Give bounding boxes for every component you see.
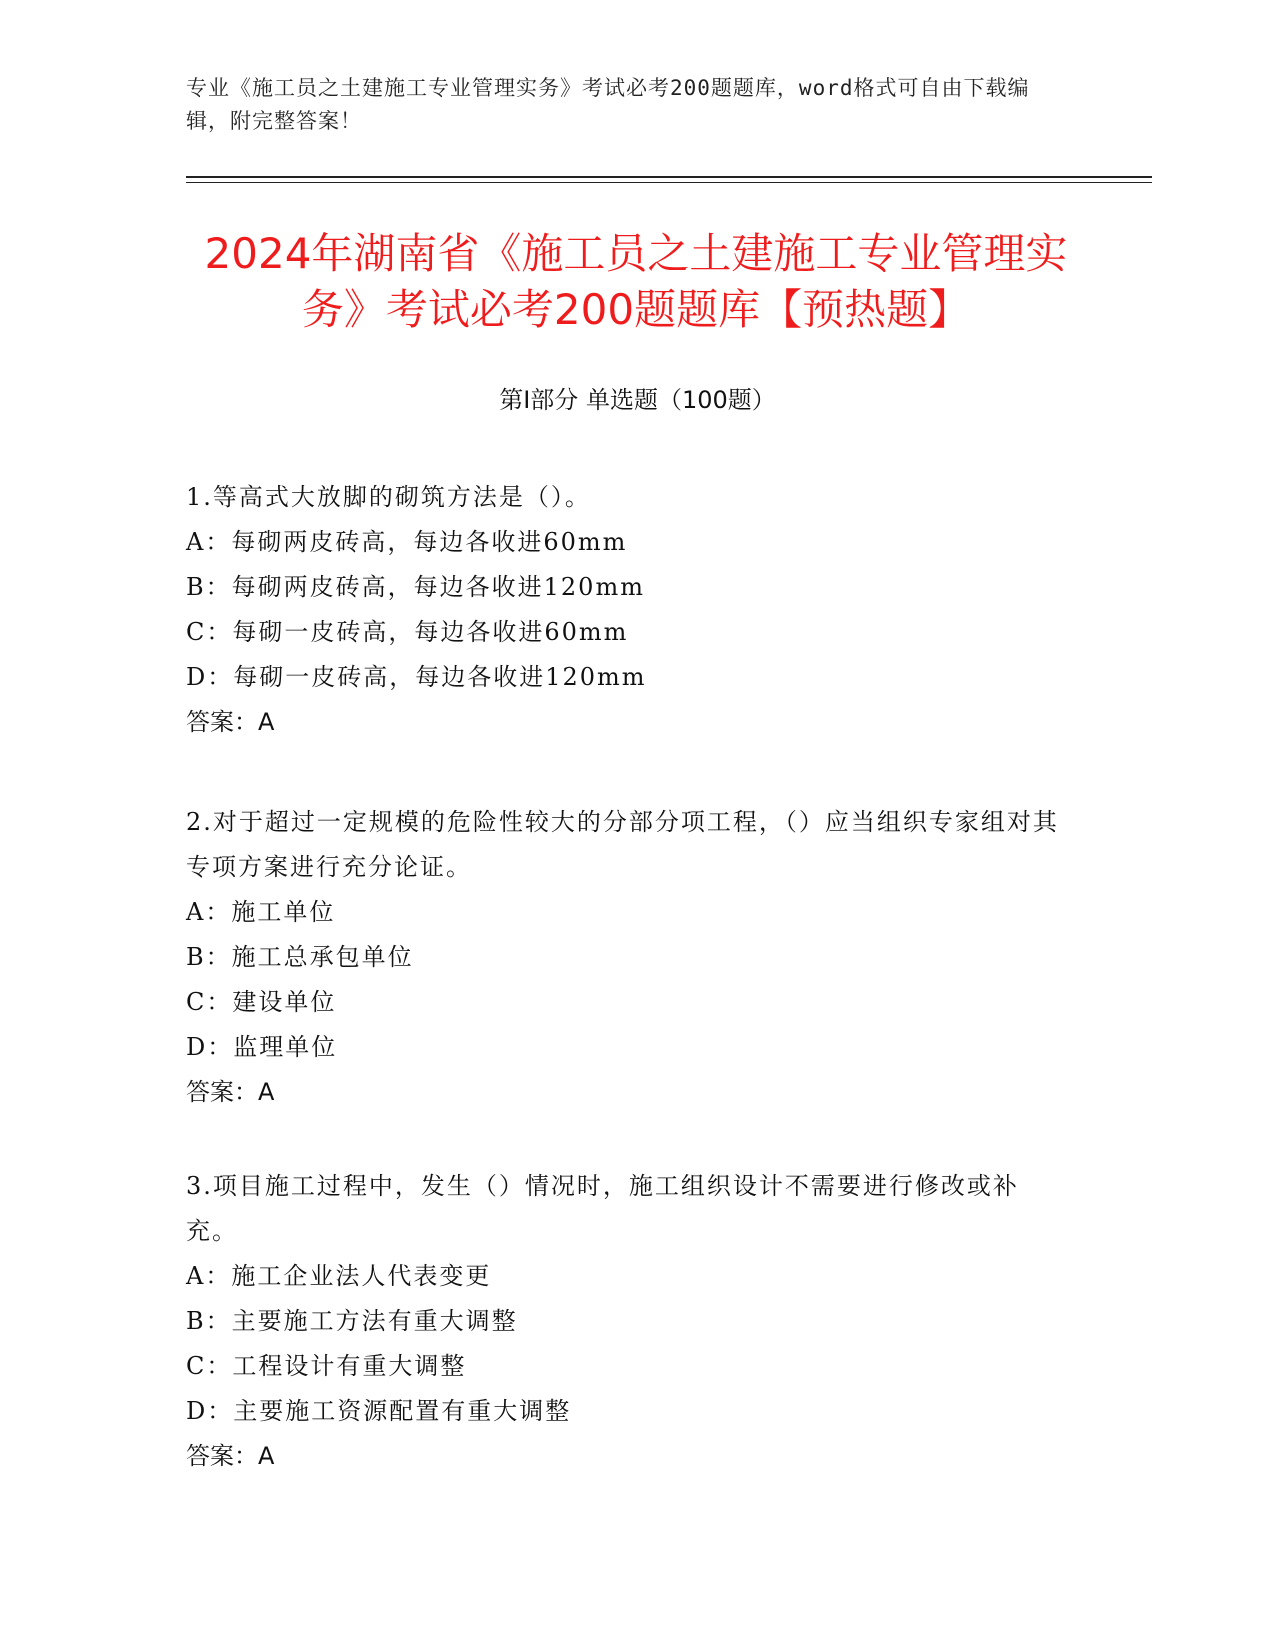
option-a: A：施工单位 [186, 898, 336, 926]
header-divider-thin [186, 182, 1152, 183]
section-heading: 第Ⅰ部分 单选题（100题） [499, 386, 776, 414]
option-c: C：每砌一皮砖高，每边各收进60mm [186, 618, 629, 646]
answer: 答案：A [186, 1078, 275, 1106]
option-a: A：每砌两皮砖高，每边各收进60mm [186, 528, 628, 556]
document-title: 2024年湖南省《施工员之土建施工专业管理实务》考试必考200题题库【预热题】 [204, 229, 1068, 334]
question-stem: 1.等高式大放脚的砌筑方法是（）。 [186, 483, 591, 511]
question-stem: 3.项目施工过程中，发生（）情况时，施工组织设计不需要进行修改或补充。 [186, 1172, 1019, 1245]
question-2 [186, 800, 1066, 1115]
answer: 答案：A [186, 1442, 275, 1470]
question-stem: 2.对于超过一定规模的危险性较大的分部分项工程，（）应当组织专家组对其专项方案进行充分论证。 [186, 808, 1059, 881]
question-3 [186, 1164, 1066, 1479]
option-b: B：施工总承包单位 [186, 943, 414, 971]
header-divider-thick [186, 176, 1152, 178]
option-a: A：施工企业法人代表变更 [186, 1262, 492, 1290]
option-b: B：每砌两皮砖高，每边各收进120mm [186, 573, 645, 601]
option-c: C：建设单位 [186, 988, 337, 1016]
answer: 答案：A [186, 708, 275, 736]
option-b: B：主要施工方法有重大调整 [186, 1307, 518, 1335]
question-1 [186, 475, 1066, 745]
header-note: 专业《施工员之土建施工专业管理实务》考试必考200题题库，word格式可自由下载编辑，附完整答案！ [186, 76, 1030, 133]
option-c: C：工程设计有重大调整 [186, 1352, 467, 1380]
option-d: D：监理单位 [186, 1033, 338, 1061]
option-d: D：主要施工资源配置有重大调整 [186, 1397, 572, 1425]
option-d: D：每砌一皮砖高，每边各收进120mm [186, 663, 647, 691]
